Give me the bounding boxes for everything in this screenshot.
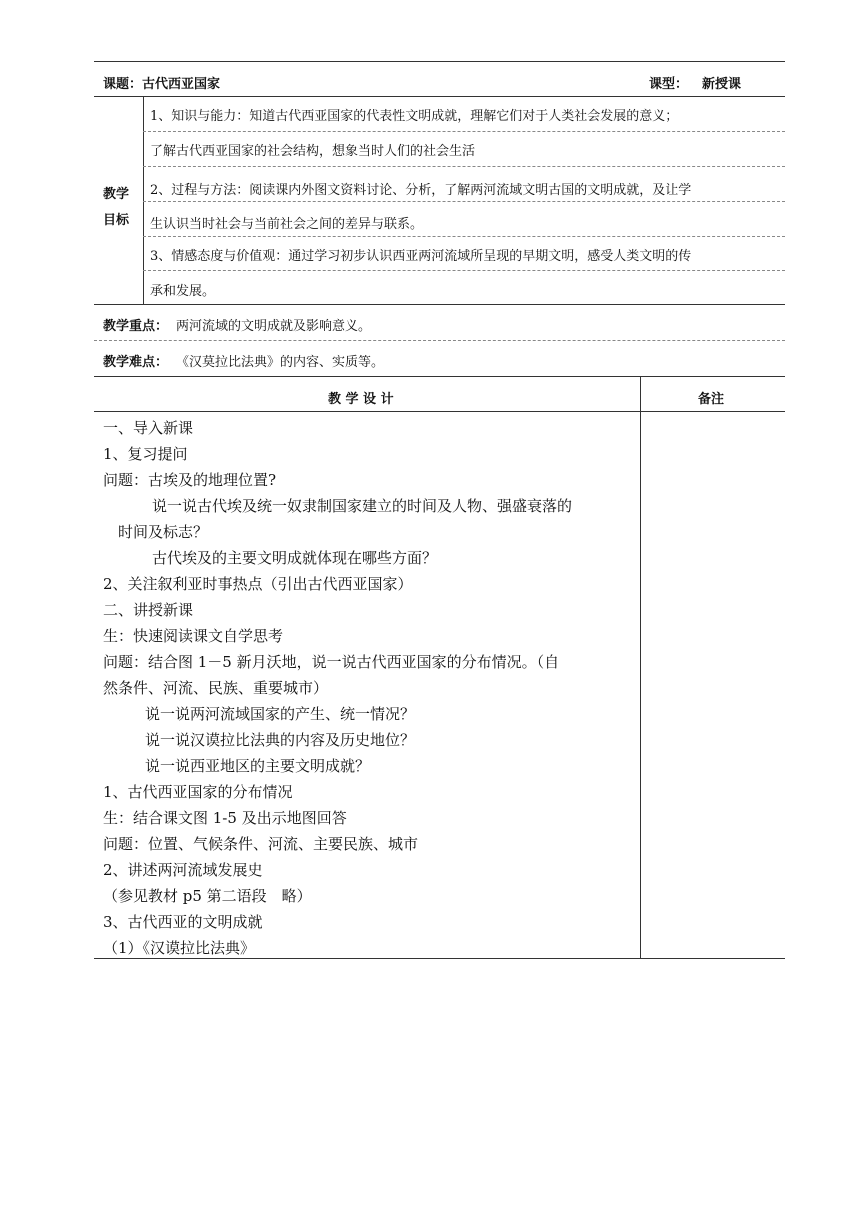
design-line: 然条件、河流、民族、重要城市） <box>103 679 329 697</box>
design-line: 古代埃及的主要文明成就体现在哪些方面？ <box>152 549 438 567</box>
topic-label: 课题： <box>103 77 143 92</box>
design-line: 问题：古埃及的地理位置? <box>103 471 277 489</box>
notes-column-header: 备注 <box>698 392 725 407</box>
design-line: 二、讲授新课 <box>103 601 194 619</box>
design-line: 2、讲述两河流域发展史 <box>103 861 263 879</box>
objectives-bottom-border <box>94 304 785 305</box>
design-line: 生：快速阅读课文自学思考 <box>103 627 284 645</box>
design-line: 说一说古代埃及统一奴隶制国家建立的时间及人物、强盛衰落的 <box>152 497 573 515</box>
design-header-bottom-border <box>94 411 785 412</box>
design-line: 一、导入新课 <box>103 419 194 437</box>
design-line: 生：结合课文图 1-5 及出示地图回答 <box>103 809 347 827</box>
topic-value: 古代西亚国家 <box>142 77 221 92</box>
design-line: 1、复习提问 <box>103 445 188 463</box>
design-column-header: 教 学 设 计 <box>328 392 394 407</box>
objectives-label-2: 目标 <box>103 213 130 228</box>
table-top-border <box>94 61 785 62</box>
objective-line-5: 3、情感态度与价值观：通过学习初步认识西亚两河流域所呈现的早期文明，感受人类文明的传 <box>150 249 692 264</box>
objective-line-1: 1、知识与能力：知道古代西亚国家的代表性文明成就，理解它们对于人类社会发展的意义； <box>150 109 679 124</box>
design-line: （参见教材 p5 第二语段 略） <box>103 887 312 905</box>
table-bottom-border <box>94 958 785 959</box>
objective-line-4: 生认识当时社会与当前社会之间的差异与联系。 <box>150 217 424 232</box>
design-line: 1、古代西亚国家的分布情况 <box>103 783 293 801</box>
design-line: 时间及标志？ <box>118 523 209 541</box>
objectives-divider <box>143 96 144 304</box>
type-value: 新授课 <box>702 77 742 92</box>
design-line: 2、关注叙利亚时事热点（引出古代西亚国家） <box>103 575 413 593</box>
objective-line-6: 承和发展。 <box>150 284 216 299</box>
design-line: 说一说两河流域国家的产生、统一情况？ <box>145 705 416 723</box>
design-line: 问题：结合图 1－5 新月沃地，说一说古代西亚国家的分布情况。（自 <box>103 653 560 671</box>
design-line: 说一说西亚地区的主要文明成就？ <box>145 757 371 775</box>
design-line: 说一说汉谟拉比法典的内容及历史地位？ <box>145 731 416 749</box>
design-line: （1）《汉谟拉比法典》 <box>103 939 256 957</box>
difficulty-value: 《汉莫拉比法典》的内容、实质等。 <box>176 355 385 370</box>
objectives-label-1: 教学 <box>103 187 130 202</box>
objective-line-3: 2、过程与方法：阅读课内外图文资料讨论、分析，了解两河流域文明古国的文明成就，及让学 <box>150 183 692 198</box>
objective-line-2: 了解古代西亚国家的社会结构，想象当时人们的社会生活 <box>150 144 476 159</box>
difficulty-bottom-border <box>94 376 785 377</box>
key-point-value: 两河流域的文明成就及影响意义。 <box>176 319 372 334</box>
design-line: 3、古代西亚的文明成就 <box>103 913 263 931</box>
header-bottom-border <box>94 96 785 97</box>
design-line: 问题：位置、气候条件、河流、主要民族、城市 <box>103 835 419 853</box>
type-label: 课型： <box>649 77 689 92</box>
notes-column-divider <box>640 376 641 958</box>
key-point-label: 教学重点： <box>103 319 169 334</box>
difficulty-label: 教学难点： <box>103 355 169 370</box>
